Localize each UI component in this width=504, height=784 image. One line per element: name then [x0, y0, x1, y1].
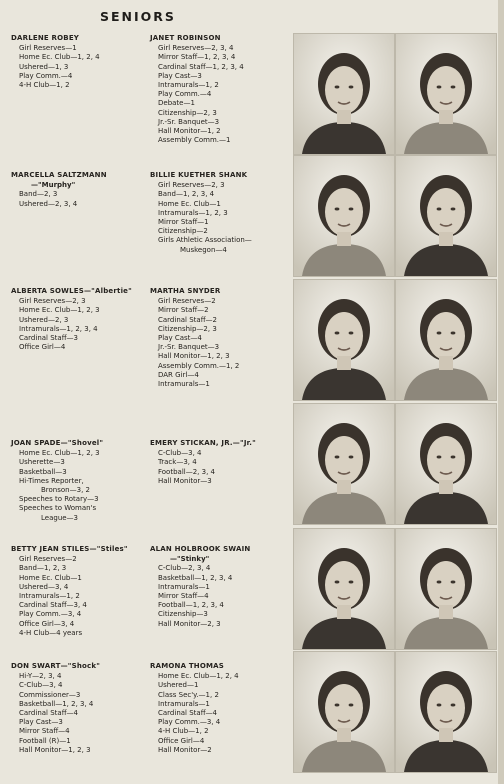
senior-entry-left: [11, 439, 103, 523]
activity-line: Speeches to Rotary—3: [19, 495, 99, 504]
activity-line: Citizenship—2, 3: [158, 324, 217, 333]
activity-line: Commissioner—3: [19, 690, 81, 699]
activity-line: Home Ec. Club—1: [158, 199, 221, 208]
activity-line: Citizenship—3: [158, 610, 208, 619]
activity-line: Girl Reserves—2: [158, 297, 216, 306]
activity-line: Hi-Times Reporter,: [19, 476, 84, 485]
activity-line: Cardinal Staff—3: [19, 334, 78, 343]
activity-line: Cardinal Staff—1, 2, 3, 4: [158, 62, 244, 71]
activity-line: Intramurals—1, 2: [158, 81, 219, 90]
activity-line: Class Sec'y.—1, 2: [158, 690, 219, 699]
activity-line: Play Comm.—3, 4: [158, 718, 221, 727]
page-edge: [498, 0, 504, 784]
activity-line: Basketball—3: [19, 467, 67, 476]
activity-line: Track—3, 4: [158, 458, 197, 467]
activity-line: Play Cast—4: [158, 334, 202, 343]
activity-line: Play Comm.—4: [158, 90, 212, 99]
activity-line: Band—1, 2, 3, 4: [158, 190, 215, 199]
activity-line: Office Girl—4: [19, 343, 66, 352]
portrait-photo: [395, 33, 497, 155]
activity-line: Cardinal Staff—3, 4: [19, 601, 87, 610]
activity-line: Band—2, 3: [19, 190, 58, 199]
activity-line: Home Ec. Club—1, 2, 4: [158, 672, 239, 681]
student-name: JANET ROBINSON: [150, 34, 221, 42]
activity-line: Intramurals—1, 2, 3, 4: [19, 324, 98, 333]
activity-line: Cardinal Staff—4: [158, 709, 217, 718]
page-title: SENIORS: [100, 9, 176, 24]
student-nickname: —"Murphy": [31, 181, 76, 190]
portrait-photo: [395, 279, 497, 401]
portrait-photo: [293, 279, 395, 401]
activity-line: Intramurals—1, 2: [19, 592, 80, 601]
student-name: ALBERTA SOWLES—"Albertie": [11, 287, 132, 295]
activity-line: Bronson—3, 2: [41, 486, 90, 495]
activity-line: Home Ec. Club—1, 2, 3: [19, 306, 100, 315]
portrait-photo: [395, 403, 497, 525]
activity-line: Hall Monitor—2: [158, 745, 212, 754]
activity-line: Home Ec. Club—1, 2, 3: [19, 449, 100, 458]
activity-line: Jr.-Sr. Banquet—3: [158, 343, 220, 352]
activity-line: Intramurals—1: [158, 380, 210, 389]
activity-line: 4-H Club—4 years: [19, 628, 83, 637]
activity-line: Girl Reserves—2: [19, 555, 77, 564]
senior-entry-right: [150, 34, 244, 145]
activity-line: C-Club—3, 4: [158, 449, 202, 458]
activity-line: Ushered—1: [158, 681, 199, 690]
activity-line: Debate—1: [158, 99, 195, 108]
activity-line: Play Cast—3: [158, 71, 202, 80]
activity-line: Girl Reserves—1: [19, 44, 77, 53]
activity-line: Football—1, 2, 3, 4: [158, 601, 224, 610]
senior-entry-right: [150, 439, 256, 486]
portrait-photo: [293, 528, 395, 650]
activity-line: C-Club—3, 4: [19, 681, 63, 690]
activity-line: Play Comm.—4: [19, 71, 73, 80]
portrait-photo: [395, 528, 497, 650]
activity-line: Hall Monitor—1, 2: [158, 127, 221, 136]
student-name: MARTHA SNYDER: [150, 287, 221, 295]
senior-entry-right: [150, 662, 239, 755]
student-nickname: —"Stinky": [170, 555, 210, 564]
activity-line: Play Cast—3: [19, 718, 63, 727]
activity-line: Mirror Staff—4: [158, 592, 209, 601]
activity-line: Band—1, 2, 3: [19, 564, 67, 573]
activity-line: Hall Monitor—2, 3: [158, 619, 221, 628]
portrait-photo: [395, 651, 497, 773]
activity-line: Girl Reserves—2, 3, 4: [158, 44, 234, 53]
senior-entry-left: [11, 34, 100, 90]
activity-line: Intramurals—1, 2, 3: [158, 208, 228, 217]
activity-line: Assembly Comm.—1: [158, 136, 231, 145]
student-name: MARCELLA SALTZMANN: [11, 171, 107, 179]
activity-line: League—3: [41, 513, 79, 522]
portrait-photo: [293, 155, 395, 277]
senior-entry-left: [11, 171, 107, 209]
activity-line: Usherette—3: [19, 458, 65, 467]
activity-line: Cardinal Staff—2: [158, 315, 217, 324]
activity-line: Cardinal Staff—4: [19, 709, 78, 718]
activity-line: Citizenship—2, 3: [158, 108, 217, 117]
activity-line: Hall Monitor—1, 2, 3: [158, 352, 230, 361]
activity-line: Girl Reserves—2, 3: [158, 181, 225, 190]
activity-line: Hi-Y—2, 3, 4: [19, 672, 62, 681]
activity-line: Ushered—1, 3: [19, 62, 69, 71]
activity-line: Home Ec. Club—1, 2, 4: [19, 53, 100, 62]
activity-line: Mirror Staff—1: [158, 218, 209, 227]
senior-entry-left: [11, 662, 100, 755]
portrait-photo: [293, 33, 395, 155]
activity-line: Girl Reserves—2, 3: [19, 297, 86, 306]
senior-entry-right: [150, 171, 252, 255]
student-name: EMERY STICKAN, JR.—"Jr.": [150, 439, 256, 447]
activity-line: Play Comm.—3, 4: [19, 610, 82, 619]
senior-entry-left: [11, 545, 128, 638]
activity-line: Jr.-Sr. Banquet—3: [158, 117, 220, 126]
senior-entry-right: [150, 287, 239, 389]
student-name: BETTY JEAN STILES—"Stiles": [11, 545, 128, 553]
portrait-photo: [293, 403, 395, 525]
activity-line: Hall Monitor—1, 2, 3: [19, 745, 91, 754]
activity-line: Basketball—1, 2, 3, 4: [19, 699, 94, 708]
activity-line: 4-H Club—1, 2: [19, 81, 70, 90]
activity-line: Intramurals—1: [158, 699, 210, 708]
activity-line: Mirror Staff—1, 2, 3, 4: [158, 53, 236, 62]
activity-line: Office Girl—4: [158, 736, 205, 745]
activity-line: Citizenship—2: [158, 227, 208, 236]
activity-line: Speeches to Woman's: [19, 504, 97, 513]
activity-line: Mirror Staff—4: [19, 727, 70, 736]
portrait-photo: [395, 155, 497, 277]
portrait-photo: [293, 651, 395, 773]
senior-entry-right: [150, 545, 250, 629]
activity-line: Home Ec. Club—1: [19, 573, 82, 582]
activity-line: Assembly Comm.—1, 2: [158, 361, 240, 370]
activity-line: Girls Athletic Association—: [158, 236, 252, 245]
activity-line: Hall Monitor—3: [158, 476, 212, 485]
activity-line: Mirror Staff—2: [158, 306, 209, 315]
student-name: DARLENE ROBEY: [11, 34, 80, 42]
student-name: RAMONA THOMAS: [150, 662, 225, 670]
student-name: BILLIE KUETHER SHANK: [150, 171, 248, 179]
activity-line: Muskegon—4: [180, 245, 227, 254]
activity-line: Office Girl—3, 4: [19, 619, 75, 628]
student-name: JOAN SPADE—"Shovel": [11, 439, 104, 447]
activity-line: Intramurals—1: [158, 582, 210, 591]
activity-line: Football (R)—1: [19, 736, 71, 745]
activity-line: Football—2, 3, 4: [158, 467, 215, 476]
activity-line: Ushered—3, 4: [19, 582, 69, 591]
senior-entry-left: [11, 287, 132, 352]
student-name: DON SWART—"Shock": [11, 662, 101, 670]
activity-line: 4-H Club—1, 2: [158, 727, 209, 736]
activity-line: Basketball—1, 2, 3, 4: [158, 573, 233, 582]
activity-line: C-Club—2, 3, 4: [158, 564, 211, 573]
activity-line: Ushered—2, 3, 4: [19, 199, 78, 208]
student-name: ALAN HOLBROOK SWAIN: [150, 545, 251, 553]
activity-line: DAR Girl—4: [158, 370, 199, 379]
activity-line: Ushered—2, 3: [19, 315, 69, 324]
